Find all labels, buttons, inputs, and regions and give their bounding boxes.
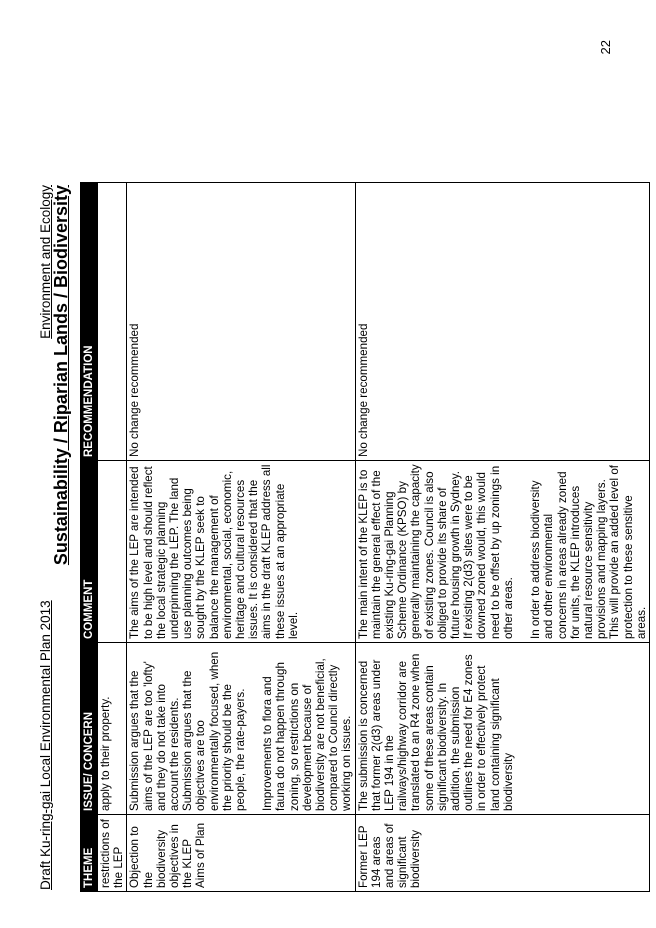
comment-cell xyxy=(127,461,355,643)
issue-paragraph: The submission is concerned that former 2(d3) areas under LEP 194 in the railways/highway corridor are translated to an R4 zone when some of these areas contain significant biodiversity. In addition, the submission outlines the need for E4 zones in order to effectively protect land containing significant biodiversity xyxy=(356,653,515,811)
recommendation-cell: No change recommended xyxy=(355,183,649,461)
issue-cell xyxy=(127,643,355,815)
comment-cell xyxy=(98,461,127,643)
recommendation-cell: No change recommended xyxy=(127,183,355,461)
theme-cell: Objection to the biodiversity objectives in the KLEP Aims of Plan xyxy=(127,815,355,892)
table-row xyxy=(98,183,127,892)
column-header-recommendation: RECOMMENDATION xyxy=(81,183,98,461)
table-row xyxy=(127,183,355,892)
column-header-comment: COMMENT xyxy=(81,461,98,643)
comment-paragraph: The aims of the LEP are intended to be high level and should reflect the local strategic planning underpinning the LEP. The land use planning outcomes being sought by the KLEP seek to balance the management of environmental, social, economic, heritage and cultural resources issues. It is considered that the aims in the draft KLEP address all these issues at an appropriate level. xyxy=(128,464,300,639)
section-title: Sustainability / Riparian Lands / Biodiversity xyxy=(51,185,71,566)
theme-cell: restrictions of the LEP xyxy=(98,815,127,892)
comment-paragraph: The main intent of the KLEP is to maintain the general effect of the existing Ku-ring-gai Planning Scheme Ordinance (KPSO) by generally maintaining the capacity of existing zones. Council is also obliged to provide its share of future housing growth in Sydney. If existing 2(d3) sites were to be downed zoned would, this would need to be offset by up zonings in other areas. xyxy=(356,464,515,639)
theme-cell: Former LEP 194 areas and areas of significant biodiversity xyxy=(355,815,649,892)
table-header-row xyxy=(81,183,98,892)
comment-paragraph: In order to address biodiversity and other environmental concerns in areas already zoned for units, the KLEP introduces natural resource sensitivity provisions and mapping layers. This will provide an added level of protection to these sensitive areas. xyxy=(529,464,648,639)
table-row xyxy=(355,183,649,892)
issue-cell: apply to their property. xyxy=(98,643,127,815)
issue-cell xyxy=(355,643,649,815)
column-header-issue: ISSUE/ CONCERN xyxy=(81,643,98,815)
column-header-theme: THEME xyxy=(81,815,98,892)
issue-paragraph: Submission argues that the aims of the LEP are too 'lofty' and they do not take into account the residents. Submission argues that the objectives are too environmentally focused, when the priority should be the people, the rate-payers. xyxy=(128,651,248,811)
issue-paragraph: Improvements to flora and fauna do not happen through zoning, so restrictions on development because of biodiversity are not beneficial, compared to Council directly working on issues. xyxy=(261,658,354,811)
comment-cell xyxy=(355,461,649,643)
plan-title: Draft Ku-ring-gai Local Environmental Plan 2013 xyxy=(38,600,53,890)
recommendation-cell xyxy=(98,183,127,461)
page-number: 22 xyxy=(598,40,613,55)
section-subtitle: Environment and Ecology xyxy=(38,185,53,339)
submissions-table xyxy=(80,182,650,892)
